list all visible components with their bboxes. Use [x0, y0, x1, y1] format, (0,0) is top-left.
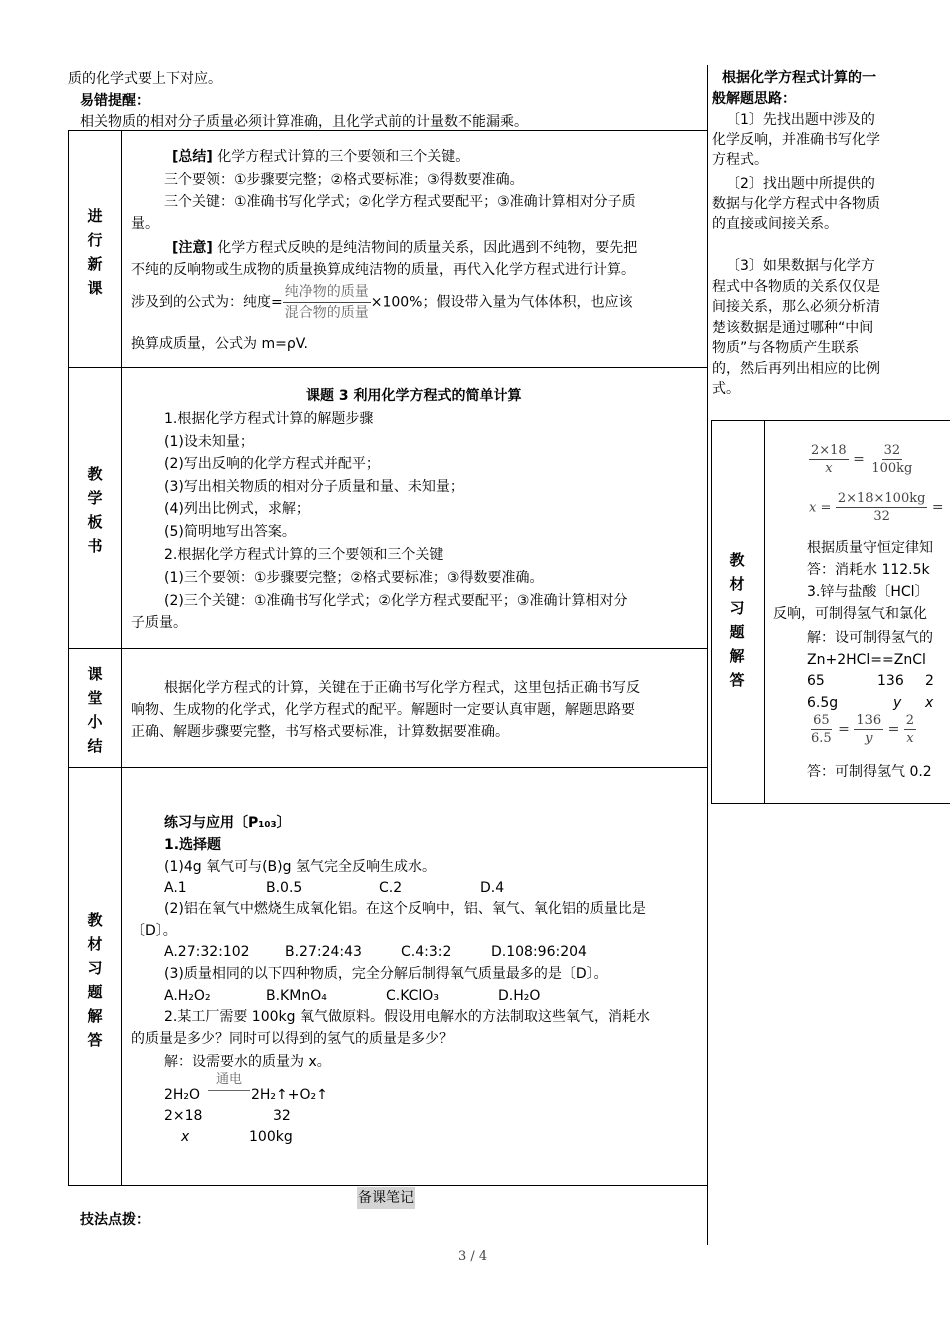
sidebar-text: x	[925, 695, 934, 711]
ratio-value: 2×18	[164, 1108, 203, 1124]
option: D.108:96:204	[491, 944, 587, 960]
label-summary: 课堂小结	[87, 665, 103, 755]
fraction-equation: $\frac{2\times 18}{x}$ = $\frac{32}{100kg}$	[811, 443, 913, 476]
option: A.H₂O₂	[164, 988, 211, 1004]
three-points: 三个要领：①步骤要完整；②格式要标准；③得数要准确。	[164, 172, 524, 188]
tips-label: 技法点拨：	[80, 1212, 150, 1228]
label-board: 教学板书	[87, 465, 103, 555]
question-3: (3)质量相同的以下四种物质，完全分解后制得氧气质量最多的是〔D〕。	[164, 966, 608, 982]
board-line: 1.根据化学方程式计算的解题步骤	[164, 411, 374, 427]
reaction-condition: 通电	[208, 1072, 250, 1091]
purity-formula: 涉及到的公式为：纯度= $\frac{\text{纯净物的质量}}{\text{混合物的质量}}$ ×100%；假设带入量为气体体积，也应该	[131, 284, 633, 321]
ratio-fractions: $\frac{65}{6.5}$ = $\frac{136}{y}$ = $\frac{2}{x}$	[811, 713, 915, 746]
sidebar-text: y	[893, 695, 902, 711]
option: A.27:32:102	[164, 944, 250, 960]
lesson-notes-label: 备课笔记	[357, 1187, 415, 1209]
sidebar-text: Zn+2HCl==ZnCl	[807, 652, 926, 668]
x-equation: x = $\frac{2\times 18\times 100kg}{32}$ =	[809, 491, 944, 524]
page-number: 3 / 4	[458, 1249, 488, 1264]
formula-line-2: 换算成质量，公式为 m=ρV.	[131, 336, 308, 352]
class-summary-text: 根据化学方程式的计算，关键在于正确书写化学方程式，这里包括正确书写反	[164, 680, 640, 696]
sidebar-text: 根据质量守恒定律知	[807, 540, 933, 556]
equation-left: 2H₂O	[164, 1087, 201, 1103]
exercise-section: 1.选择题	[164, 837, 222, 853]
sidebar-text: 2	[925, 673, 934, 689]
option: C.KClO₃	[386, 988, 439, 1004]
board-line: (1)设未知量；	[164, 434, 254, 450]
board-line: (1)三个要领：①步骤要完整；②格式要标准；③得数要准确。	[164, 570, 544, 586]
option: B.KMnO₄	[266, 988, 327, 1004]
question-4-cont: 的质量是多少？同时可以得到的氢气的质量是多少？	[131, 1031, 453, 1047]
sidebar-text: 答：消耗水 112.5k	[807, 562, 930, 578]
sidebar-text: 反响，可制得氢气和氯化	[773, 606, 927, 622]
ratio-value: 32	[273, 1108, 291, 1124]
class-summary-text: 正确、解题步骤要完整，书写格式要标准，计算数据要准确。	[131, 724, 509, 740]
class-summary-text: 响物、生成物的化学式，化学方程式的配平。解题时一定要认真审题，解题思路要	[131, 702, 635, 718]
option: C.4:3:2	[401, 944, 452, 960]
warn-text: 相关物质的相对分子质量必须计算准确，且化学式前的计量数不能漏乘。	[80, 114, 528, 130]
board-line: (2)写出反响的化学方程式并配平；	[164, 456, 380, 472]
question-2-answer: 〔D〕。	[131, 923, 177, 939]
option: D.4	[480, 880, 505, 896]
three-keys-tail: 量。	[131, 216, 159, 232]
sidebar-item-2: 〔2〕找出题中所提供的数据与化学方程式中各物质的直接或间接关系。	[712, 176, 880, 232]
board-line: (4)列出比例式，求解；	[164, 501, 310, 517]
equation-right: 2H₂↑+O₂↑	[251, 1087, 328, 1103]
sidebar-text: 3.锌与盐酸〔HCl〕	[807, 584, 929, 600]
label-new-lesson: 进行新课	[87, 207, 103, 297]
board-line: (2)三个关键：①准确书写化学式；②化学方程式要配平；③准确计算相对分	[164, 593, 628, 609]
board-line: 2.根据化学方程式计算的三个要领和三个关键	[164, 547, 444, 563]
summary-line: [总结] 化学方程式计算的三个要领和三个关键。	[172, 149, 470, 165]
sidebar-text: 65	[807, 673, 825, 689]
sidebar-item-1: 〔1〕先找出题中涉及的化学反响，并准确书写化学方程式。	[712, 112, 880, 168]
top-line: 质的化学式要上下对应。	[68, 71, 222, 87]
question-2: (2)铝在氧气中燃烧生成氧化铝。在这个反响中，铝、氧气、氧化铝的质量比是	[164, 901, 646, 917]
board-title: 课题 3 利用化学方程式的简单计算	[306, 388, 522, 404]
sidebar-text: 答：可制得氢气 0.2	[807, 764, 932, 780]
board-line: (5)简明地写出答案。	[164, 524, 296, 540]
sidebar-text: 解：设可制得氢气的	[807, 630, 933, 646]
ratio-value: 100kg	[249, 1129, 293, 1145]
ratio-value: x	[181, 1129, 190, 1145]
question-1: (1)4g 氧气可与(B)g 氢气完全反响生成水。	[164, 859, 436, 875]
label-exercise: 教材习题解答	[87, 911, 103, 1049]
three-keys: 三个关键：①准确书写化学式；②化学方程式要配平；③准确计算相对分子质	[164, 194, 636, 210]
option: D.H₂O	[498, 988, 541, 1004]
sidebar-item-3: 〔3〕如果数据与化学方程式中各物质的关系仅仅是间接关系，那么必须分析清楚该数据是通过哪种“中间物质”与各物质产生联系的，然后再列出相应的比例式。	[712, 258, 880, 397]
question-4: 2.某工厂需要 100kg 氧气做原料。假设用电解水的方法制取这些氧气，消耗水	[164, 1009, 650, 1025]
board-line: (3)写出相关物质的相对分子质量和量、未知量；	[164, 479, 464, 495]
sidebar-answer-table	[711, 420, 950, 804]
sidebar-table-label: 教材习题解答	[729, 551, 745, 689]
note-line-2: 不纯的反响物或生成物的质量换算成纯洁物的质量，再代入化学方程式进行计算。	[131, 262, 635, 278]
solution-line: 解：设需要水的质量为 x。	[164, 1054, 331, 1070]
option: A.1	[164, 880, 187, 896]
warn-title: 易错提醒：	[80, 93, 150, 109]
sidebar-text: 6.5g	[807, 695, 839, 711]
note-line: [注意] 化学方程式反映的是纯洁物间的质量关系，因此遇到不纯物，要先把	[172, 240, 638, 256]
option: B.27:24:43	[285, 944, 362, 960]
option: B.0.5	[266, 880, 303, 896]
exercise-title: 练习与应用〔P₁₀₃〕	[164, 815, 291, 831]
sidebar-text: 136	[877, 673, 904, 689]
option: C.2	[379, 880, 403, 896]
sidebar-title: 根据化学方程式计算的一般解题思路：	[712, 70, 876, 107]
board-line-last: 子质量。	[131, 615, 187, 631]
